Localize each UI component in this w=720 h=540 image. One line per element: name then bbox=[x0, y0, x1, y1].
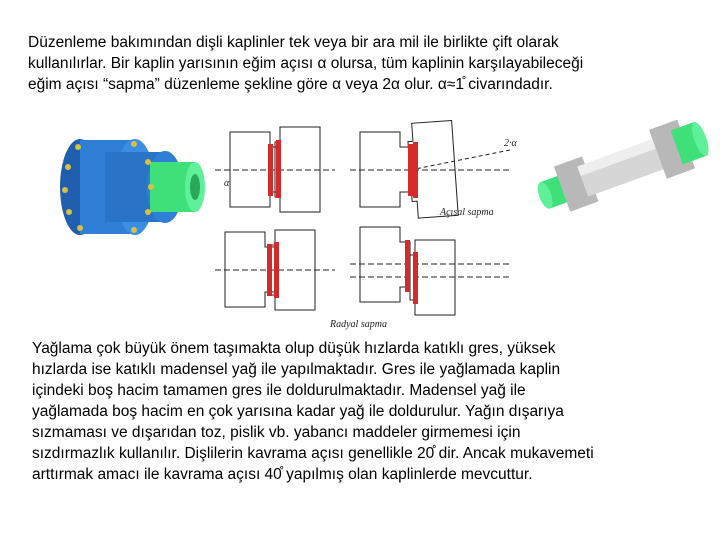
lubrication-paragraph bbox=[32, 338, 702, 485]
text-line: Düzenleme bakımından dişli kaplinler tek veya bir ara mil ile birlikte çift olarak bbox=[28, 34, 559, 51]
text-line: arttırmak amacı ile kavrama açısı 40̊ yapılmış olan kaplinlerde mevcuttur. bbox=[32, 466, 533, 483]
shaft-coupling-image bbox=[530, 112, 710, 222]
angular-misalignment-label: Açısal sapma bbox=[440, 207, 494, 218]
text-line: hızlarda ise katıklı madensel yağ ile yapılmaktadır. Gres ile yağlamada kaplin bbox=[32, 361, 561, 378]
text-line: yağlamada boş hacim en çok yarısına kadar yağ ile doldurulur. Yağın dışarıya bbox=[32, 403, 564, 420]
text-line: kullanılırlar. Bir kaplin yarısının eğim açısı α olursa, tüm kaplinin karşılayabileceği bbox=[28, 55, 584, 72]
alpha-label: α bbox=[224, 178, 230, 189]
gear-coupling-image bbox=[50, 132, 210, 242]
text-line: Yağlama çok büyük önem taşımakta olup düşük hızlarda katıklı gres, yüksek bbox=[32, 340, 556, 357]
text-line: içindeki boş hacim tamamen gres ile doldurulmaktadır. Madensel yağ ile bbox=[32, 382, 526, 399]
intro-paragraph bbox=[28, 32, 708, 95]
text-line: sızmaması ve dışarıdan toz, pislik vb. yabancı maddeler girmemesi için bbox=[32, 424, 521, 441]
two-alpha-label: 2·α bbox=[504, 138, 517, 149]
radial-misalignment-label: Radyal sapma bbox=[330, 319, 387, 330]
text-line: sızdırmazlık kullanılır. Dişlilerin kavrama açısı genellikle 20̊ dir. Ancak mukavemeti bbox=[32, 445, 594, 462]
misalignment-diagram bbox=[210, 112, 520, 334]
text-line: eğim açısı “sapma” düzenleme şekline göre α veya 2α olur. α≈1̊ civarındadır. bbox=[28, 76, 553, 93]
